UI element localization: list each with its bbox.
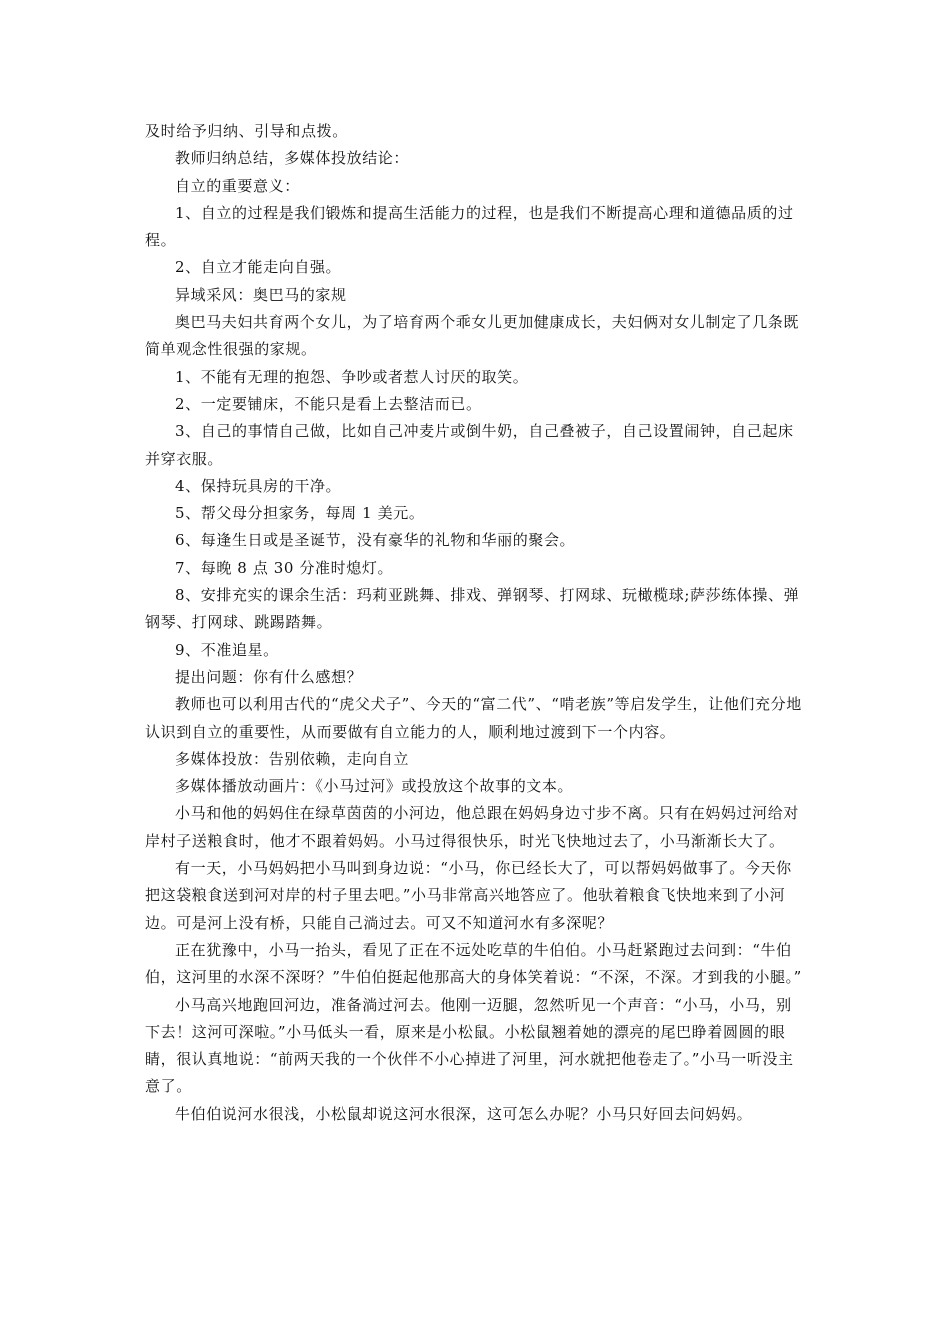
paragraph: 4、保持玩具房的干净。	[175, 476, 342, 495]
paragraph: 有一天，小马妈妈把小马叫到身边说：“小马，你已经长大了，可以帮妈妈做事了。今天你把这袋粮食送到河对岸的村子里去吧。”小马非常高兴地答应了。他驮着粮食飞快地来到了小河边。可是河上没有桥，只能自己淌过去。可又不知道河水有多深呢？	[145, 859, 792, 932]
paragraph: 2、自立才能走向自强。	[175, 258, 342, 277]
paragraph: 小马和他的妈妈住在绿草茵茵的小河边，他总跟在妈妈身边寸步不离。只有在妈妈过河给对岸村子送粮食时，他才不跟着妈妈。小马过得很快乐，时光飞快地过去了，小马渐渐长大了。	[145, 804, 800, 850]
paragraph: 多媒体播放动画片：《小马过河》或投放这个故事的文本。	[175, 777, 574, 796]
paragraph: 5、帮父母分担家务，每周 1 美元。	[175, 504, 425, 523]
paragraph: 正在犹豫中，小马一抬头，看见了正在不远处吃草的牛伯伯。小马赶紧跑过去问到：“牛伯伯，这河里的水深不深呀？”牛伯伯挺起他那高大的身体笑着说：“不深，不深。才到我的小腿。”	[145, 940, 802, 987]
paragraph: 7、每晚 8 点 30 分准时熄灯。	[175, 558, 394, 577]
paragraph: 及时给予归纳、引导和点拨。	[145, 122, 348, 140]
paragraph: 8、安排充实的课余生活：玛莉亚跳舞、排戏、弹钢琴、打网球、玩橄榄球;萨莎练体操、弹钢琴、打网球、跳踢踏舞。	[145, 586, 800, 632]
paragraph: 1、不能有无理的抱怨、争吵或者惹人讨厌的取笑。	[175, 367, 529, 386]
paragraph: 教师归纳总结，多媒体投放结论：	[175, 149, 410, 168]
paragraph: 提出问题：你有什么感想？	[175, 667, 363, 686]
paragraph: 教师也可以利用古代的“虎父犬子”、今天的“富二代”、“啃老族”等启发学生，让他们充分地认识到自立的重要性，从而要做有自立能力的人，顺利地过渡到下一个内容。	[145, 695, 802, 741]
paragraph: 1、自立的过程是我们锻炼和提高生活能力的过程，也是我们不断提高心理和道德品质的过程。	[145, 203, 794, 250]
paragraph: 小马高兴地跑回河边，准备淌过河去。他刚一迈腿，忽然听见一个声音：“小马，小马，别下去！这河可深啦。”小马低头一看，原来是小松鼠。小松鼠翘着她的漂亮的尾巴睁着圆圆的眼睛，很认真地说：“前两天我的一个伙伴不小心掉进了河里，河水就把他卷走了。”小马一听没主意了。	[145, 995, 794, 1096]
paragraph: 奥巴马夫妇共育两个女儿，为了培育两个乖女儿更加健康成长，夫妇俩对女儿制定了几条既简单观念性很强的家规。	[145, 313, 800, 359]
paragraph: 多媒体投放：告别依赖，走向自立	[175, 749, 410, 768]
paragraph: 3、自己的事情自己做，比如自己冲麦片或倒牛奶，自己叠被子，自己设置闹钟，自己起床并穿衣服。	[145, 422, 794, 468]
paragraph: 2、一定要铺床，不能只是看上去整洁而已。	[175, 394, 482, 413]
paragraph: 6、每逢生日或是圣诞节，没有豪华的礼物和华丽的聚会。	[175, 531, 576, 550]
paragraph: 异域采风：奥巴马的家规	[175, 285, 347, 304]
paragraph: 牛伯伯说河水很浅，小松鼠却说这河水很深，这可怎么办呢？小马只好回去问妈妈。	[175, 1104, 753, 1123]
paragraph: 9、不准追星。	[175, 640, 279, 659]
paragraph: 自立的重要意义：	[175, 176, 300, 195]
document-body	[145, 118, 807, 1128]
